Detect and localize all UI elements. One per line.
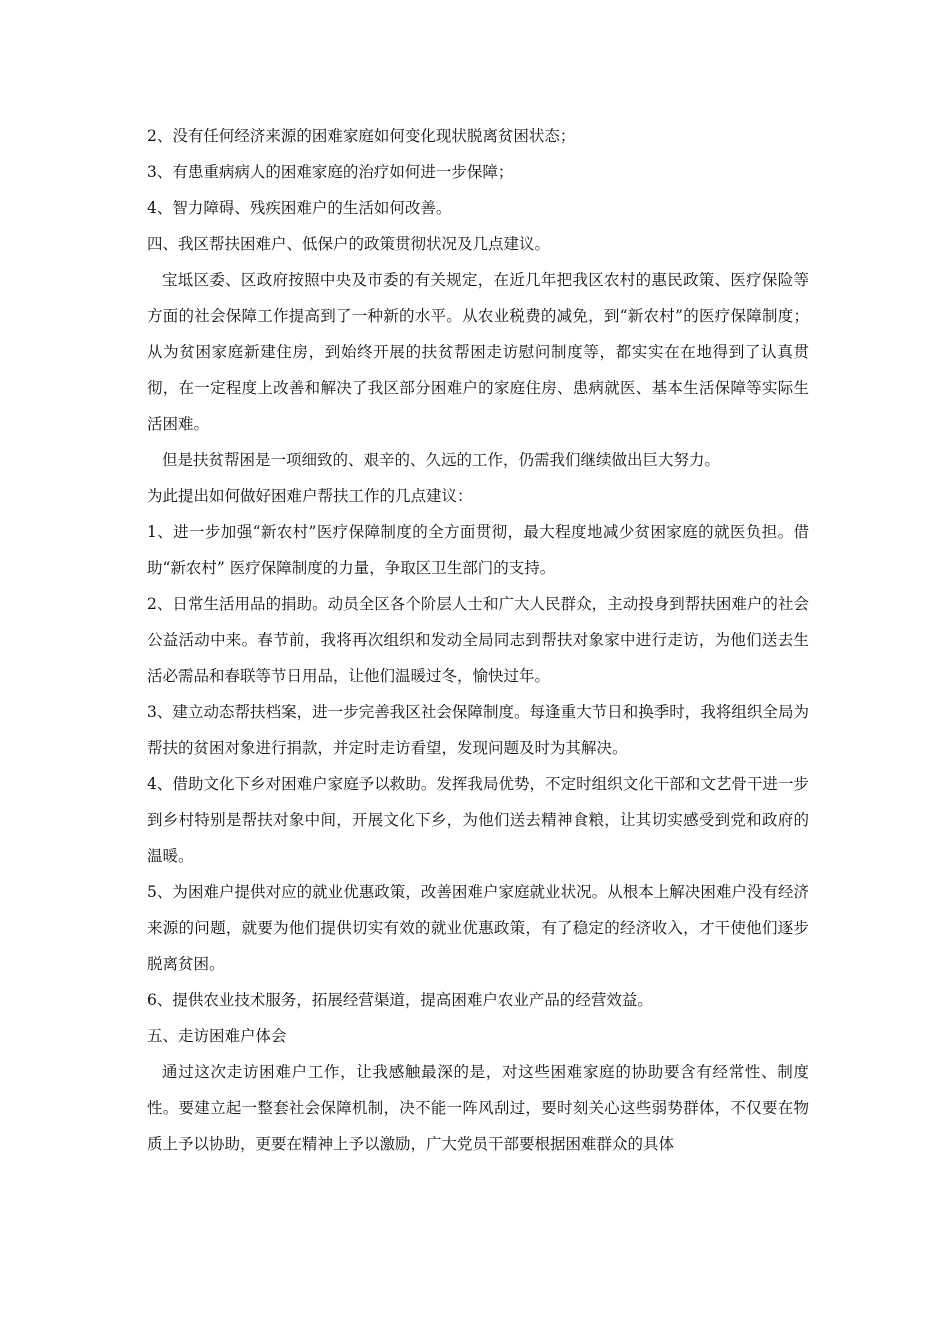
suggestion-item-5: 5、为困难户提供对应的就业优惠政策，改善困难户家庭就业状况。从根本上解决困难户没有经济来源的问题，就要为他们提供切实有效的就业优惠政策，有了稳定的经济收入，才干使他们逐步脱离贫困。 xyxy=(147,883,809,973)
document-body xyxy=(147,118,809,1162)
suggestion-item-1: 1、进一步加强“新农村”医疗保障制度的全方面贯彻，最大程度地减少贫困家庭的就医负担。借助“新农村” 医疗保障制度的力量，争取区卫生部门的支持。 xyxy=(147,523,809,577)
section-heading-5: 五、走访困难户体会 xyxy=(147,1027,287,1045)
list-item-4: 4、智力障碍、残疾困难户的生活如何改善。 xyxy=(147,199,452,217)
suggestion-item-4: 4、借助文化下乡对困难户家庭予以救助。发挥我局优势，不定时组织文化干部和文艺骨干进一步到乡村特别是帮扶对象中间，开展文化下乡，为他们送去精神食粮，让其切实感受到党和政府的温暖。 xyxy=(147,775,809,865)
body-paragraph: 通过这次走访困难户工作，让我感触最深的是，对这些困难家庭的协助要含有经常性、制度性。要建立起一整套社会保障机制，决不能一阵风刮过，要时刻关心这些弱势群体，不仅要在物质上予以协助，更要在精神上予以激励，广大党员干部要根据困难群众的具体 xyxy=(147,1063,809,1153)
suggestion-item-2: 2、日常生活用品的捐助。动员全区各个阶层人士和广大人民群众，主动投身到帮扶困难户的社会公益活动中来。春节前，我将再次组织和发动全局同志到帮扶对象家中进行走访，为他们送去生活必需品和春联等节日用品，让他们温暖过冬，愉快过年。 xyxy=(147,595,809,685)
section-heading-4: 四、我区帮扶困难户、低保户的政策贯彻状况及几点建议。 xyxy=(147,235,551,253)
body-paragraph: 但是扶贫帮困是一项细致的、艰辛的、久远的工作，仍需我们继续做出巨大努力。 xyxy=(162,451,721,469)
list-item-3: 3、有患重病病人的困难家庭的治疗如何进一步保障； xyxy=(147,163,514,181)
body-paragraph: 宝坻区委、区政府按照中央及市委的有关规定，在近几年把我区农村的惠民政策、医疗保险等方面的社会保障工作提高到了一种新的水平。从农业税费的减免，到“新农村”的医疗保障制度；从为贫困家庭新建住房，到始终开展的扶贫帮困走访慰问制度等，都实实在在地得到了认真贯彻，在一定程度上改善和解决了我区部分困难户的家庭住房、患病就医、基本生活保障等实际生活困难。 xyxy=(147,271,809,433)
suggestions-intro: 为此提出如何做好困难户帮扶工作的几点建议： xyxy=(147,487,473,505)
list-item-2: 2、没有任何经济来源的困难家庭如何变化现状脱离贫困状态； xyxy=(147,127,576,145)
suggestion-item-3: 3、建立动态帮扶档案，进一步完善我区社会保障制度。每逢重大节日和换季时，我将组织全局为帮扶的贫困对象进行捐款，并定时走访看望，发现问题及时为其解决。 xyxy=(147,703,809,757)
suggestion-item-6: 6、提供农业技术服务，拓展经营渠道，提高困难户农业产品的经营效益。 xyxy=(147,991,653,1009)
